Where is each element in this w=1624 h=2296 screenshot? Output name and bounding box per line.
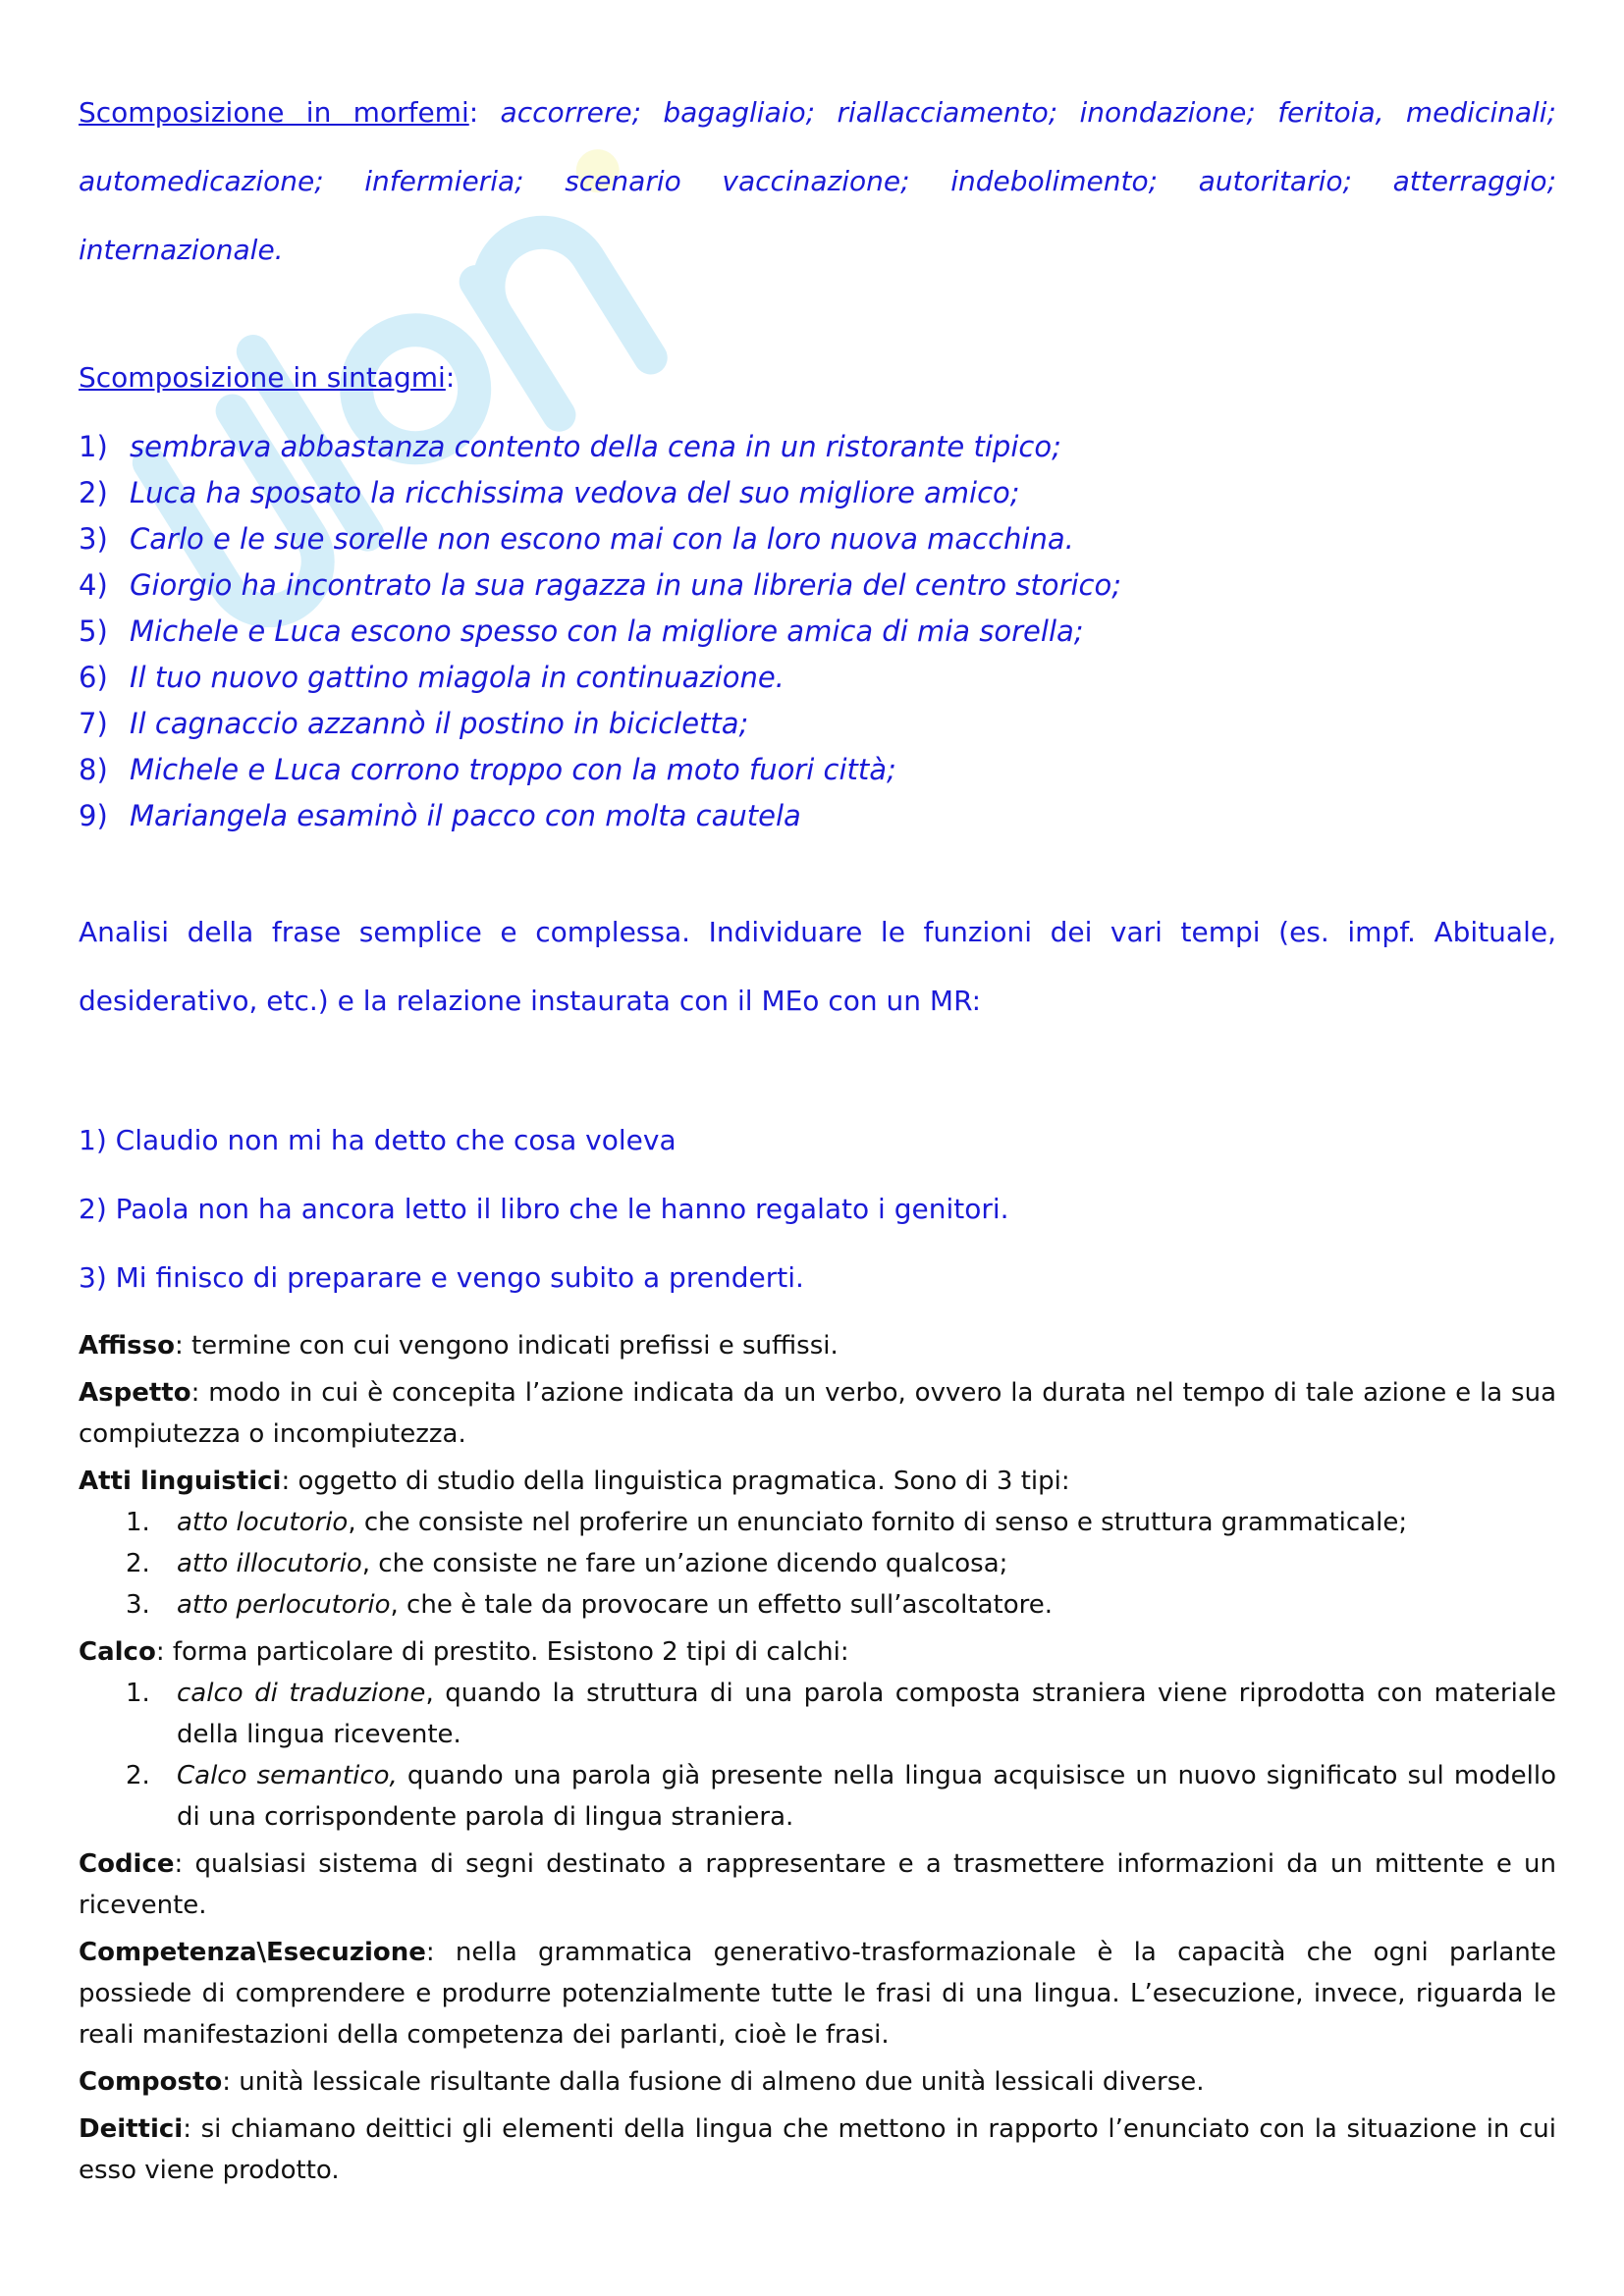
list-item: 1. atto locutorio, che consiste nel proferire un enunciato fornito di senso e struttura grammaticale; bbox=[126, 1508, 1408, 1537]
glossary-entry-atti-linguistici bbox=[79, 1461, 1556, 1626]
glossary-term: Atti linguistici bbox=[79, 1467, 282, 1496]
glossary-definition: : si chiamano deittici gli elementi della lingua che mettono in rapporto l’enunciato con la situazione in cui esso viene prodotto. bbox=[79, 2114, 1556, 2185]
list-item: 1. calco di traduzione, quando la struttura di una parola composta straniera viene riprodotta con materiale della lingua ricevente. bbox=[126, 1679, 1556, 1749]
syntagm-exercise-heading: Scomposizione in sintagmi: bbox=[79, 361, 456, 394]
glossary-entry-calco bbox=[79, 1631, 1556, 1838]
list-item: 3. atto perlocutorio, che è tale da provocare un effetto sull’ascoltatore. bbox=[126, 1590, 1054, 1620]
list-item: 2) Luca ha sposato la ricchissima vedova del suo migliore amico; bbox=[79, 476, 1020, 509]
list-item: 3) Carlo e le sue sorelle non escono mai con la loro nuova macchina. bbox=[79, 522, 1074, 556]
glossary-definition: : modo in cui è concepita l’azione indicata da un verbo, ovvero la durata nel tempo di tale azione e la sua compiutezza o incompiutezza. bbox=[79, 1378, 1556, 1449]
glossary-definition: : oggetto di studio della linguistica pragmatica. Sono di 3 tipi: bbox=[281, 1467, 1070, 1496]
morpheme-word-list: accorrere; bagagliaio; riallacciamento; inondazione; feritoia, medicinali; automedicazione; infermieria; scenario vaccinazione; indebolimento; autoritario; atterraggio; internazionale. bbox=[79, 96, 1556, 266]
glossary-entry-deittici bbox=[79, 2109, 1556, 2191]
list-item: 2) Paola non ha ancora letto il libro che le hanno regalato i genitori. bbox=[79, 1193, 1009, 1225]
syntagm-sentence-list bbox=[79, 424, 1121, 839]
glossary-term: Affisso bbox=[79, 1331, 175, 1361]
list-item: 2. Calco semantico, quando una parola già presente nella lingua acquisisce un nuovo significato sul modello di una corrispondente parola di lingua straniera. bbox=[126, 1761, 1556, 1832]
glossary bbox=[79, 1325, 1556, 2197]
glossary-term: Codice bbox=[79, 1849, 175, 1879]
glossary-entry-composto bbox=[79, 2061, 1556, 2103]
glossary-term: Composto bbox=[79, 2067, 223, 2097]
list-item: 1) Claudio non mi ha detto che cosa voleva bbox=[79, 1124, 677, 1156]
list-item: 5) Michele e Luca escono spesso con la migliore amica di mia sorella; bbox=[79, 614, 1084, 648]
list-item: 9) Mariangela esaminò il pacco con molta cautela bbox=[79, 799, 801, 832]
glossary-term: Deittici bbox=[79, 2114, 184, 2144]
list-item: 3) Mi finisco di preparare e vengo subito a prenderti. bbox=[79, 1261, 804, 1294]
glossary-entry-affisso bbox=[79, 1325, 1556, 1366]
list-item: 1) sembrava abbastanza contento della cena in un ristorante tipico; bbox=[79, 430, 1061, 463]
glossary-definition: : qualsiasi sistema di segni destinato a rappresentare e a trasmettere informazioni da un mittente e un ricevente. bbox=[79, 1849, 1556, 1920]
analysis-example-list bbox=[79, 1106, 1009, 1312]
glossary-sublist bbox=[79, 1673, 1556, 1838]
glossary-entry-codice bbox=[79, 1843, 1556, 1926]
glossary-sublist bbox=[79, 1502, 1556, 1626]
syntagm-heading: Scomposizione in sintagmi bbox=[79, 361, 446, 394]
glossary-entry-competenza bbox=[79, 1932, 1556, 2056]
glossary-definition: : nella grammatica generativo-trasformazionale è la capacità che ogni parlante possiede di comprendere e produrre potenzialmente tutte le frasi di una lingua. L’esecuzione, invece, riguarda le reali manifestazioni della competenza dei parlanti, cioè le frasi. bbox=[79, 1938, 1556, 2050]
list-item: 4) Giorgio ha incontrato la sua ragazza in una libreria del centro storico; bbox=[79, 568, 1121, 602]
list-item: 8) Michele e Luca corrono troppo con la moto fuori città; bbox=[79, 753, 896, 786]
glossary-entry-aspetto bbox=[79, 1372, 1556, 1455]
morpheme-heading: Scomposizione in morfemi bbox=[79, 96, 469, 129]
morpheme-exercise: Scomposizione in morfemi: accorrere; bagagliaio; riallacciamento; inondazione; feritoia, medicinali; automedicazione; infermieria; scenario vaccinazione; indebolimento; autoritario; atterraggio; internazionale. bbox=[79, 96, 1556, 266]
list-item: 2. atto illocutorio, che consiste ne fare un’azione dicendo qualcosa; bbox=[126, 1549, 1008, 1578]
list-item: 7) Il cagnaccio azzannò il postino in bicicletta; bbox=[79, 707, 749, 740]
sentence-analysis-instructions: Analisi della frase semplice e complessa. Individuare le funzioni dei vari tempi (es. impf. Abituale, desiderativo, etc.) e la relazione instaurata con il MEo con un MR: bbox=[79, 916, 1556, 1017]
glossary-term: Calco bbox=[79, 1637, 156, 1667]
glossary-definition: : forma particolare di prestito. Esistono 2 tipi di calchi: bbox=[155, 1637, 849, 1667]
glossary-term: Aspetto bbox=[79, 1378, 191, 1408]
glossary-term: Competenza\Esecuzione bbox=[79, 1938, 426, 1967]
list-item: 6) Il tuo nuovo gattino miagola in continuazione. bbox=[79, 661, 785, 694]
glossary-definition: : termine con cui vengono indicati prefissi e suffissi. bbox=[174, 1331, 839, 1361]
glossary-definition: : unità lessicale risultante dalla fusione di almeno due unità lessicali diverse. bbox=[222, 2067, 1205, 2097]
